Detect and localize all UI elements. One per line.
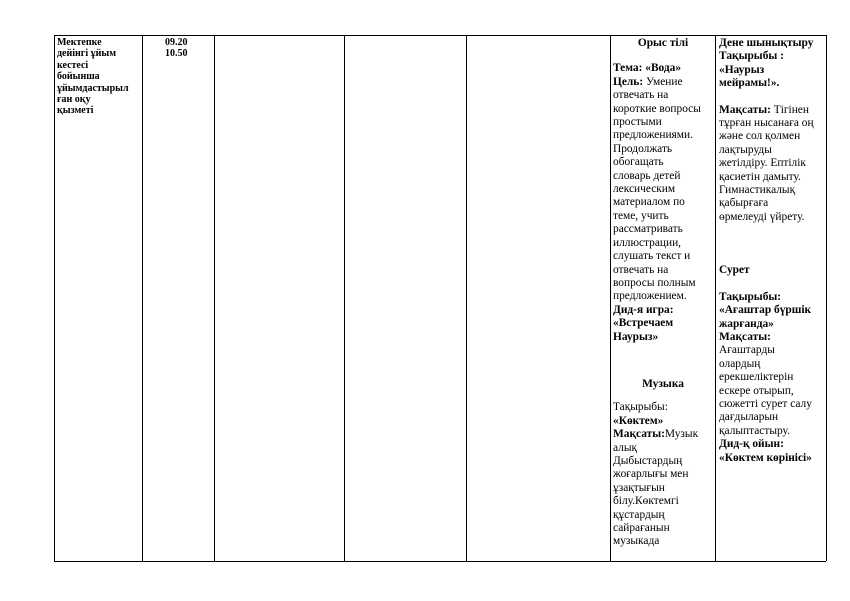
music-topic-value: «Көктем» xyxy=(613,414,664,427)
russian-game-label: Дид-я игра: xyxy=(613,303,674,316)
table-top-border xyxy=(54,35,826,36)
russian-topic-label: Тема: xyxy=(613,62,643,75)
pe-goal-line: Гимнастикалық xyxy=(719,184,796,197)
pe-topic-line: «Наурыз xyxy=(719,63,765,76)
table-column-divider xyxy=(466,35,467,561)
russian-goal-first-text: Умение xyxy=(645,75,683,88)
stage-cell xyxy=(57,37,139,117)
russian-goal-line: отвечать на xyxy=(613,89,669,102)
pe-goal-line: қабырғаға xyxy=(719,197,769,210)
music-goal-line: білу.Көктемгі xyxy=(613,495,679,508)
russian-goal-line: предложением. xyxy=(613,290,687,303)
table-column-divider xyxy=(610,35,611,561)
table-border-left xyxy=(54,35,55,561)
spacer xyxy=(719,91,824,104)
russian-game-line: «Встречаем xyxy=(613,317,674,330)
table-bottom-border xyxy=(54,561,826,562)
russian-topic-value: «Вода» xyxy=(645,62,682,75)
russian-subject: Орыс тілі xyxy=(637,37,689,49)
music-goal-line: құстардың xyxy=(613,508,665,521)
art-goal-line: қалыптастыру. xyxy=(719,424,790,437)
stage-line: кестесі xyxy=(57,59,89,71)
pe-subject: Дене шынықтыру xyxy=(719,37,814,49)
music-goal-line: сайрағанын xyxy=(613,522,670,534)
russian-topic xyxy=(613,62,713,75)
russian-goal-line: материалом по xyxy=(613,196,685,209)
art-topic-label: Тақырыбы: xyxy=(719,290,782,303)
pe-topic-line: мейрамы!». xyxy=(719,77,780,90)
music-goal-line: ұзақтығын xyxy=(613,481,665,494)
russian-goal-first xyxy=(613,76,713,89)
music-goal-line: Дыбыстардың xyxy=(613,454,683,467)
art-goal-line: дағдыларын xyxy=(719,411,779,424)
music-goal-line: музыкада xyxy=(613,535,660,548)
table-column-divider xyxy=(715,35,716,561)
music-goal-line: алық xyxy=(613,441,638,454)
spacer xyxy=(719,224,824,264)
art-subject: Сурет xyxy=(719,264,750,277)
russian-goal-line: простыми xyxy=(613,116,662,129)
table-column-divider xyxy=(214,35,215,561)
friday-cell xyxy=(719,37,824,559)
stage-line: дейінгі ұйым xyxy=(57,48,116,60)
russian-goal-line: отвечать на xyxy=(613,263,669,276)
russian-goal-line: лексическим xyxy=(613,183,676,196)
time-cell xyxy=(165,37,210,60)
russian-goal-label: Цель: xyxy=(613,75,644,88)
spacer xyxy=(719,278,824,291)
russian-goal-line: короткие вопросы xyxy=(613,102,701,115)
russian-goal-line: обогащать xyxy=(613,156,664,169)
thursday-cell xyxy=(613,37,713,559)
stage-line: ған оқу xyxy=(57,94,91,106)
russian-goal-line: теме, учить xyxy=(613,209,669,222)
pe-topic-label: Тақырыбы : xyxy=(719,50,784,63)
music-subject: Музыка xyxy=(642,377,684,390)
music-goal-line: жоғарлығы мен xyxy=(613,468,689,481)
art-game-value: «Көктем көрінісі» xyxy=(719,451,812,464)
music-goal-label: Мақсаты: xyxy=(613,428,665,441)
art-goal-line: олардың xyxy=(719,357,761,370)
art-goal-line: Ағаштарды xyxy=(719,344,775,357)
russian-goal-line: Продолжать xyxy=(613,142,673,155)
spacer xyxy=(613,50,713,62)
pe-goal-line: қасиетін дамыту. xyxy=(719,170,801,183)
art-goal-line: ескере отырып, xyxy=(719,384,794,397)
art-game-label: Дид-қ ойын: xyxy=(719,438,784,451)
russian-goal-line: предложениями. xyxy=(613,129,693,142)
stage-line: қызметі xyxy=(57,105,94,117)
pe-goal-line: өрмелеуді үйрету. xyxy=(719,210,805,223)
music-goal-first xyxy=(613,428,713,441)
table-column-divider xyxy=(344,35,345,561)
stage-line: ұйымдастырыл xyxy=(57,82,129,94)
table-border-right xyxy=(826,35,827,561)
spacer xyxy=(613,344,713,378)
russian-goal-line: словарь детей xyxy=(613,169,681,182)
pe-goal-line: лақтыруды xyxy=(719,143,772,156)
spacer xyxy=(613,391,713,401)
music-topic-label: Тақырыбы: xyxy=(613,401,668,414)
art-goal-line: сюжетті сурет салу xyxy=(719,397,812,410)
pe-goal-line: және сол қолмен xyxy=(719,130,801,143)
russian-goal-line: вопросы полным xyxy=(613,276,696,289)
pe-goal-line: жетілдіру. Ептілік xyxy=(719,157,806,170)
russian-goal-line: иллюстрации, xyxy=(613,236,682,249)
russian-goal-line: рассматривать xyxy=(613,223,683,236)
time-end: 10.50 xyxy=(165,48,188,60)
stage-line: Мектепке xyxy=(57,37,102,48)
time-start: 09.20 xyxy=(165,37,188,48)
stage-line: бойынша xyxy=(57,71,100,83)
art-goal-line: ерекшеліктерін xyxy=(719,371,794,384)
pe-goal-label: Мақсаты: xyxy=(719,103,771,116)
pe-goal-first xyxy=(719,104,824,117)
music-goal-first-text: Музык xyxy=(664,428,699,441)
table-column-divider xyxy=(142,35,143,561)
pe-goal-first-text: Тігінен xyxy=(773,103,809,116)
art-goal-label: Мақсаты: xyxy=(719,330,771,343)
russian-game-line: Наурыз» xyxy=(613,330,659,343)
russian-goal-line: слушать текст и xyxy=(613,250,691,263)
art-topic-line: жарғанда» xyxy=(719,317,774,330)
art-topic-line: «Ағаштар бүршік xyxy=(719,304,812,317)
pe-goal-line: тұрған нысанаға оң xyxy=(719,117,814,130)
